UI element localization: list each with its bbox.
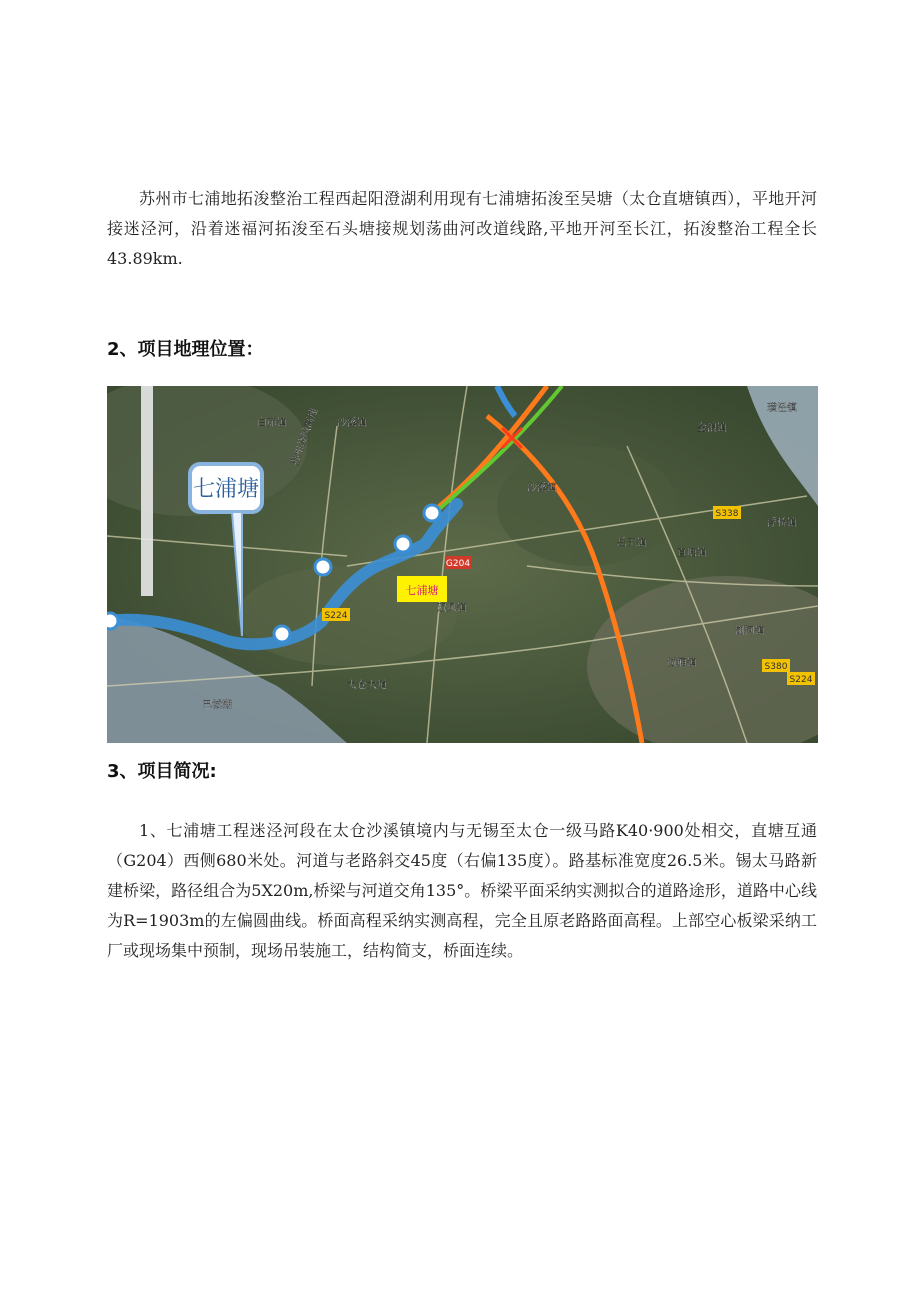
- intro-paragraph: 苏州市七浦地拓浚整治工程西起阳澄湖利用现有七浦塘拓浚至吴塘（太仓直塘镇西），平地开河接迷泾河，沿着迷福河拓浚至石头塘接规划荡曲河改道线路,平地开河至长江，拓浚整治工程全长43.89km.: [107, 189, 817, 268]
- marker-label: 七浦塘: [405, 584, 439, 597]
- place-label-shaxi: 沙溪镇: [527, 483, 557, 494]
- road-badge-s380: S380: [764, 662, 788, 672]
- location-map: [107, 386, 818, 743]
- place-label-zhitang: 直塘镇: [677, 548, 707, 559]
- section-heading-location: 2、项目地理位置：: [107, 339, 264, 360]
- place-label-chengxiang: 城厢镇: [667, 658, 697, 669]
- place-label-taicang-avenue: 太仓大道: [347, 680, 387, 691]
- place-label-bacheng-lake: 巴城湖: [202, 700, 232, 711]
- road-badge-s338: S338: [715, 509, 739, 519]
- road-badge-g204: G204: [445, 559, 471, 569]
- place-label-fuqiao: 浮桥镇: [767, 518, 797, 529]
- satellite-map-image: [107, 386, 818, 743]
- place-label-shuangfeng: 双凤镇: [437, 603, 467, 614]
- place-label-baimao: 白茆镇: [257, 418, 287, 429]
- place-label-yuewang: 岳王镇: [617, 538, 647, 549]
- road-badge-s224-east: S224: [789, 675, 813, 685]
- place-label-shaxi-north: 沙溪镇: [337, 418, 367, 429]
- section-heading-overview: 3、项目简况:: [107, 761, 217, 782]
- callout-label: 七浦塘: [192, 477, 260, 502]
- body-paragraph: 1、七浦塘工程迷泾河段在太仓沙溪镇境内与无锡至太仓一级马路K40·900处相交，直塘互通（G204）西侧680米处。河道与老路斜交45度（右偏135度）。路基标准宽度26.5米。锡太马路新建桥梁，路径组合为5X20m,桥梁与河道交角135°。桥梁平面采纳实测拟合的道路途形，道路中心线为R=1903m的左偏圆曲线。桥面高程采纳实测高程，完全且原老路路面高程。上部空心板梁采纳工厂或现场集中预制，现场吊装施工，结构简支，桥面连续。: [107, 821, 817, 960]
- place-label-liuhe: 浏河镇: [735, 626, 765, 637]
- road-badge-s224: S224: [324, 611, 348, 621]
- place-label-huangjing: 璜泾镇: [767, 403, 797, 414]
- place-label-ring-expressway: 苏州绕城高速: [289, 406, 321, 468]
- place-label-jinlang: 金浪镇: [697, 423, 727, 434]
